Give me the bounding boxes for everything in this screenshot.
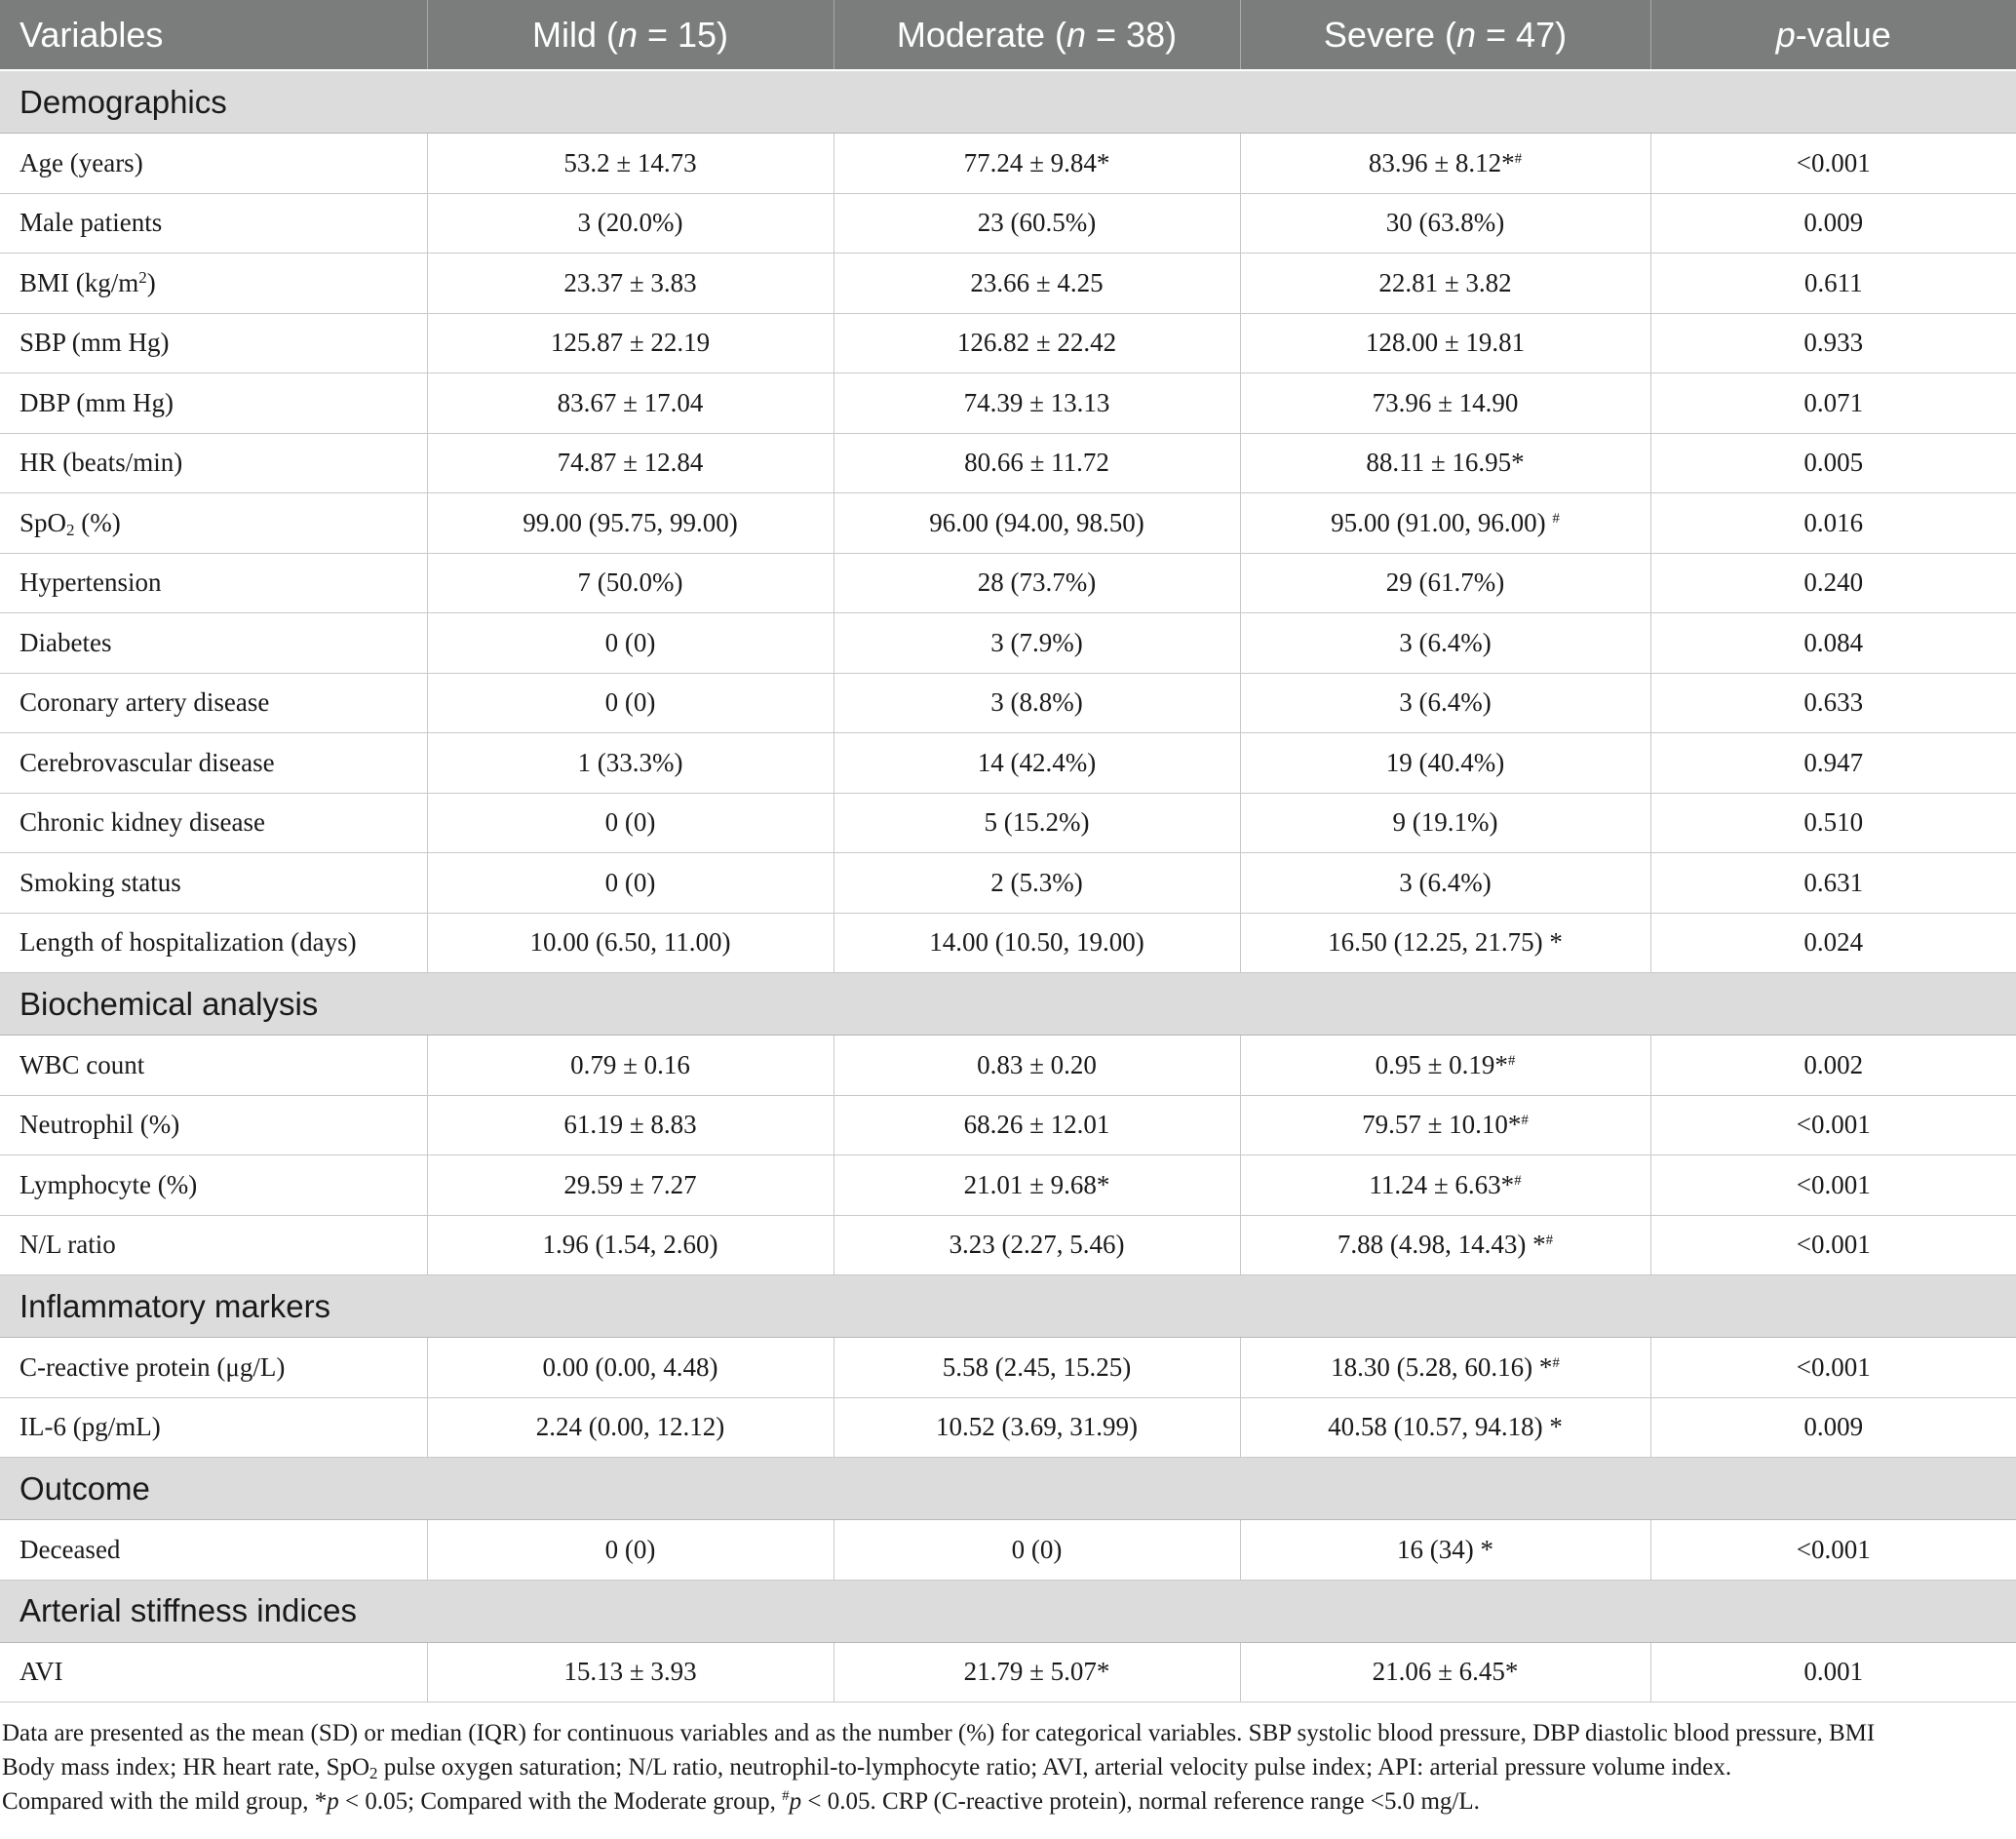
cell-moderate: 77.24 ± 9.84* [834,134,1240,194]
row-label: DBP (mm Hg) [0,373,427,434]
table-row [0,313,2016,373]
cell-mild: 99.00 (95.75, 99.00) [427,493,834,554]
row-label: Cerebrovascular disease [0,733,427,794]
table-row [0,613,2016,674]
cell-p-value: 0.071 [1650,373,2016,434]
cell-severe: 128.00 ± 19.81 [1240,313,1650,373]
cell-p-value: 0.947 [1650,733,2016,794]
cell-severe: 9 (19.1%) [1240,793,1650,853]
cell-p-value: 0.024 [1650,913,2016,973]
section-biochemical: Biochemical analysis [0,973,2016,1036]
row-label: Lymphocyte (%) [0,1155,427,1216]
table-row [0,373,2016,434]
cell-mild: 1.96 (1.54, 2.60) [427,1215,834,1275]
cell-moderate: 14.00 (10.50, 19.00) [834,913,1240,973]
cell-severe: 73.96 ± 14.90 [1240,373,1650,434]
cell-severe: 88.11 ± 16.95* [1240,433,1650,493]
row-label: Hypertension [0,553,427,613]
header-mild: Mild (n = 15) [427,0,834,70]
row-label: SBP (mm Hg) [0,313,427,373]
row-label: BMI $(kg/m^2)$ [0,254,427,314]
cell-p-value: 0.631 [1650,853,2016,914]
cell-mild: 10.00 (6.50, 11.00) [427,913,834,973]
cell-moderate: 5.58 (2.45, 15.25) [834,1338,1240,1398]
cell-mild: 0 (0) [427,853,834,914]
table-row [0,553,2016,613]
row-label: Age (years) [0,134,427,194]
table-row [0,1215,2016,1275]
cell-mild: 74.87 ± 12.84 [427,433,834,493]
cell-severe: 16 (34) * [1240,1520,1650,1581]
footnote-line-3: Compared with the mild group, *p < 0.05; Compared with the Moderate group, #p < 0.05. CRP (C-reactive protein), normal reference range <5.0 mg/L. [2,1788,1480,1815]
table-row [0,1338,2016,1398]
cell-p-value: 0.611 [1650,254,2016,314]
cell-severe: 16.50 (12.25, 21.75) * [1240,913,1650,973]
cell-mild: 0.00 (0.00, 4.48) [427,1338,834,1398]
header-p-value: p-value [1650,0,2016,70]
cell-p-value: 0.633 [1650,673,2016,733]
table-row [0,793,2016,853]
cell-p-value: 0.009 [1650,1397,2016,1458]
cell-p-value: <0.001 [1650,1095,2016,1155]
cell-p-value: <0.001 [1650,1520,2016,1581]
cell-severe: 7.88 (4.98, 14.43) *# [1240,1215,1650,1275]
row-label: Coronary artery disease [0,673,427,733]
cell-mild: 7 (50.0%) [427,553,834,613]
cell-p-value: 0.005 [1650,433,2016,493]
cell-moderate: 0.83 ± 0.20 [834,1036,1240,1096]
table-row [0,1642,2016,1702]
cell-moderate: 23 (60.5%) [834,193,1240,254]
table-header-row [0,0,2016,70]
row-label: Diabetes [0,613,427,674]
cell-moderate: 5 (15.2%) [834,793,1240,853]
cell-severe: 21.06 ± 6.45* [1240,1642,1650,1702]
cell-mild: 2.24 (0.00, 12.12) [427,1397,834,1458]
cell-p-value: 0.084 [1650,613,2016,674]
cell-p-value: 0.001 [1650,1642,2016,1702]
cell-severe: 3 (6.4%) [1240,853,1650,914]
cell-moderate: 3 (8.8%) [834,673,1240,733]
cell-severe: 83.96 ± 8.12*# [1240,134,1650,194]
row-label: Male patients [0,193,427,254]
section-row [0,70,2016,134]
cell-p-value: 0.240 [1650,553,2016,613]
cell-severe: 22.81 ± 3.82 [1240,254,1650,314]
row-label: C-reactive protein (μg/L) [0,1338,427,1398]
table-row [0,913,2016,973]
cell-severe: 0.95 ± 0.19*# [1240,1036,1650,1096]
cell-p-value: 0.016 [1650,493,2016,554]
row-label: Chronic kidney disease [0,793,427,853]
row-label: Deceased [0,1520,427,1581]
cell-mild: 125.87 ± 22.19 [427,313,834,373]
row-label: Neutrophil (%) [0,1095,427,1155]
cell-severe: 18.30 (5.28, 60.16) *# [1240,1338,1650,1398]
cell-p-value: 0.002 [1650,1036,2016,1096]
cell-moderate: 10.52 (3.69, 31.99) [834,1397,1240,1458]
cell-p-value: 0.510 [1650,793,2016,853]
table-row [0,134,2016,194]
cell-mild: 15.13 ± 3.93 [427,1642,834,1702]
cell-mild: 61.19 ± 8.83 [427,1095,834,1155]
cell-mild: 0 (0) [427,673,834,733]
cell-mild: 0.79 ± 0.16 [427,1036,834,1096]
cell-severe: 30 (63.8%) [1240,193,1650,254]
table-row [0,673,2016,733]
cell-moderate: 80.66 ± 11.72 [834,433,1240,493]
cell-mild: 23.37 ± 3.83 [427,254,834,314]
row-label: AVI [0,1642,427,1702]
table-row [0,853,2016,914]
cell-severe: 29 (61.7%) [1240,553,1650,613]
cell-moderate: 21.79 ± 5.07* [834,1642,1240,1702]
cell-mild: 1 (33.3%) [427,733,834,794]
cell-moderate: 21.01 ± 9.68* [834,1155,1240,1216]
row-label: IL-6 (pg/mL) [0,1397,427,1458]
table-row [0,1095,2016,1155]
cell-p-value: <0.001 [1650,1338,2016,1398]
cell-severe: 95.00 (91.00, 96.00) # [1240,493,1650,554]
cell-mild: 3 (20.0%) [427,193,834,254]
cell-mild: 53.2 ± 14.73 [427,134,834,194]
cell-moderate: 0 (0) [834,1520,1240,1581]
cell-severe: 19 (40.4%) [1240,733,1650,794]
row-label: Length of hospitalization (days) [0,913,427,973]
table-row [0,1155,2016,1216]
row-label: N/L ratio [0,1215,427,1275]
cell-mild: 0 (0) [427,793,834,853]
cell-p-value: <0.001 [1650,134,2016,194]
cell-moderate: 74.39 ± 13.13 [834,373,1240,434]
section-inflammatory: Inflammatory markers [0,1275,2016,1338]
footnote-line-2: Body mass index; HR heart rate, SpO$_2$ pulse oxygen saturation; N/L ratio, neutrophil-to-lymphocyte ratio; AVI, arterial velocity pulse index; API: arterial pressure volume index. [2,1754,1732,1782]
cell-moderate: 3 (7.9%) [834,613,1240,674]
section-row [0,1458,2016,1520]
row-label: WBC count [0,1036,427,1096]
cell-mild: 83.67 ± 17.04 [427,373,834,434]
cell-moderate: 2 (5.3%) [834,853,1240,914]
table-footnote [0,1702,2016,1819]
cell-severe: 79.57 ± 10.10*# [1240,1095,1650,1155]
cell-p-value: <0.001 [1650,1155,2016,1216]
cell-moderate: 3.23 (2.27, 5.46) [834,1215,1240,1275]
cell-moderate: 28 (73.7%) [834,553,1240,613]
table-row [0,193,2016,254]
cell-mild: 0 (0) [427,1520,834,1581]
cell-mild: 29.59 ± 7.27 [427,1155,834,1216]
cell-moderate: 96.00 (94.00, 98.50) [834,493,1240,554]
row-label: Smoking status [0,853,427,914]
table-row [0,1520,2016,1581]
row-label: SpO$_2$ (%) [0,493,427,554]
row-label: HR (beats/min) [0,433,427,493]
cell-severe: 11.24 ± 6.63*# [1240,1155,1650,1216]
section-outcome: Outcome [0,1458,2016,1520]
cell-severe: 3 (6.4%) [1240,673,1650,733]
cell-mild: 0 (0) [427,613,834,674]
cell-moderate: 14 (42.4%) [834,733,1240,794]
table-row [0,1036,2016,1096]
cell-moderate: 68.26 ± 12.01 [834,1095,1240,1155]
header-variables: Variables [0,0,427,70]
cell-moderate: 126.82 ± 22.42 [834,313,1240,373]
cell-moderate: 23.66 ± 4.25 [834,254,1240,314]
cell-severe: 40.58 (10.57, 94.18) * [1240,1397,1650,1458]
cell-p-value: <0.001 [1650,1215,2016,1275]
header-severe: Severe (n = 47) [1240,0,1650,70]
cell-p-value: 0.933 [1650,313,2016,373]
cell-severe: 3 (6.4%) [1240,613,1650,674]
table-row [0,493,2016,554]
table-row [0,254,2016,314]
table-row [0,733,2016,794]
table-row [0,1397,2016,1458]
cell-p-value: 0.009 [1650,193,2016,254]
footnote-line-1: Data are presented as the mean (SD) or median (IQR) for continuous variables and as the number (%) for categorical variables. SBP systolic blood pressure, DBP diastolic blood pressure, BMI [2,1720,1876,1746]
section-row [0,1275,2016,1338]
section-row [0,1580,2016,1642]
header-moderate: Moderate (n = 38) [834,0,1240,70]
section-arterial-stiffness: Arterial stiffness indices [0,1580,2016,1642]
section-row [0,973,2016,1036]
table-row [0,433,2016,493]
section-demographics: Demographics [0,70,2016,134]
